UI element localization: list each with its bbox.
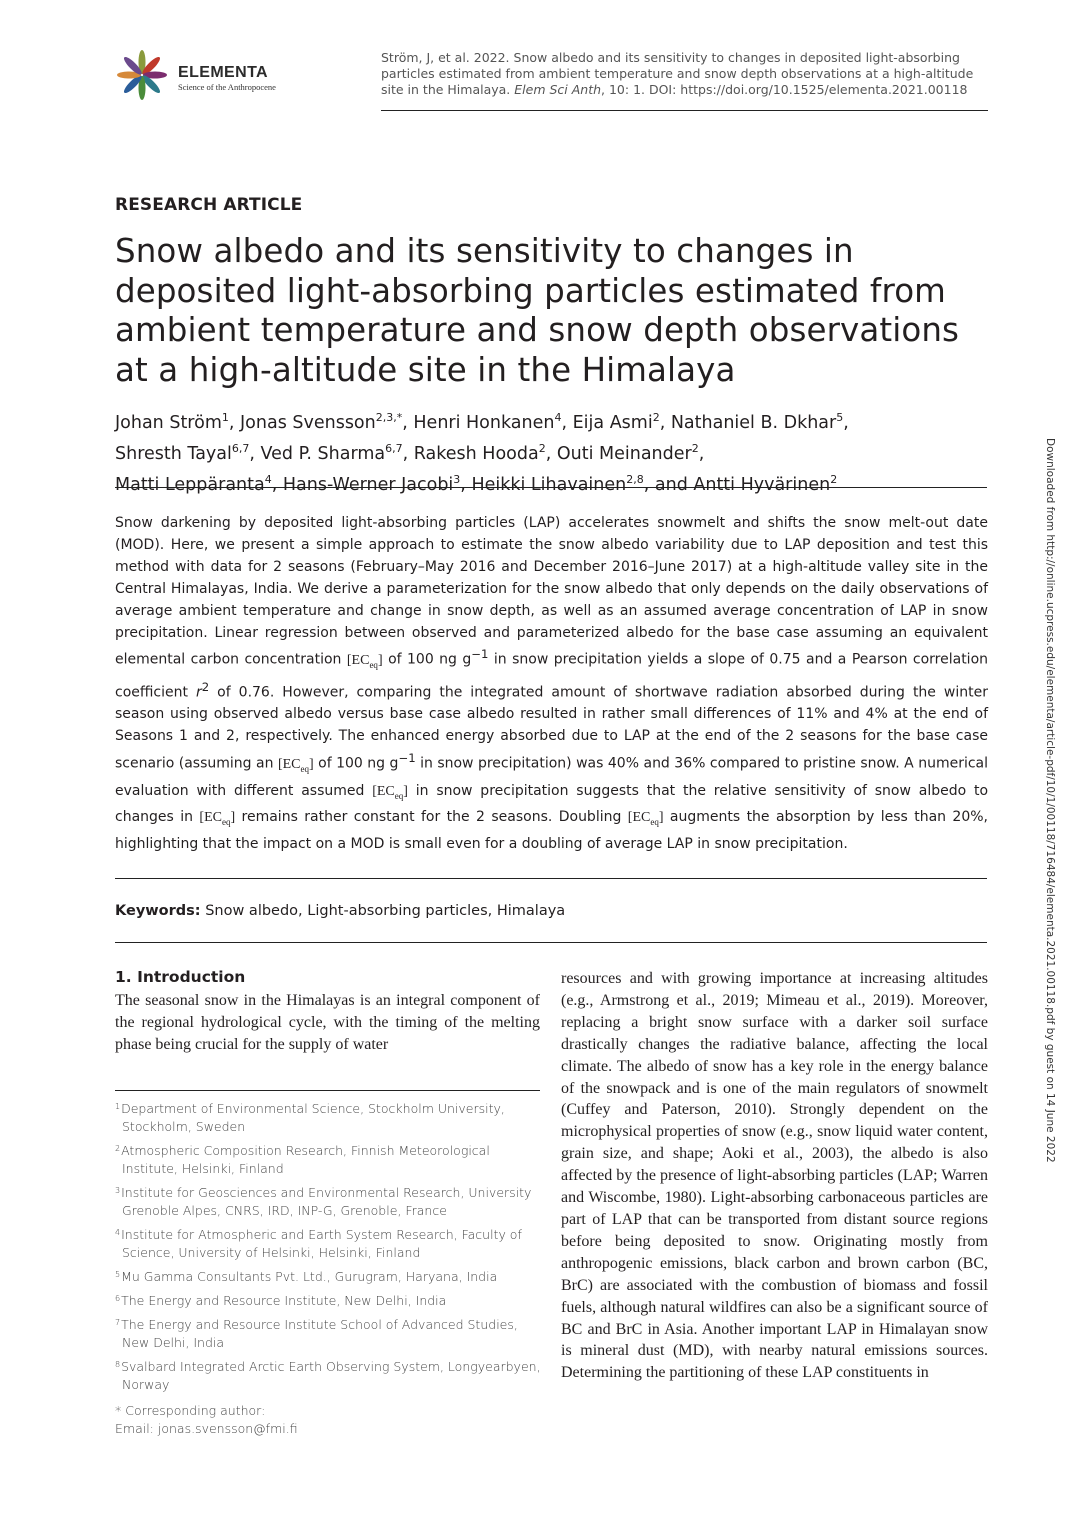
affiliations	[115, 1098, 545, 1438]
r-symbol: r	[195, 684, 202, 701]
author-name: Shresth Tayal	[115, 444, 232, 464]
author-name: Nathaniel B. Dkhar	[670, 413, 837, 433]
ec-eq-symbol: $[EC_{eq}]$	[277, 756, 314, 774]
affiliation-number: 6	[115, 1294, 121, 1303]
section-heading-introduction: 1. Introduction	[115, 968, 246, 986]
keywords-label: Keywords:	[115, 903, 201, 919]
ec-eq-symbol: $[EC_{eq}]$	[346, 653, 383, 670]
author-affiliation: 6,7	[231, 442, 250, 455]
ec-eq-symbol: $[EC_{eq}]$	[372, 783, 408, 801]
download-note-text[interactable]: Downloaded from http://online.ucpress.edu/elementa/article-pdf/10/1/00118/716484/elementa.2021.00118.pdf by guest on 14 June 2022	[1044, 438, 1056, 1163]
author-affiliation: 6,7	[385, 442, 403, 455]
affiliation-item	[115, 1182, 545, 1220]
affiliation-text: Institute for Atmospheric and Earth System Research, Faculty of Science, University of Helsinki, Helsinki, Finland	[121, 1227, 522, 1260]
abstract	[115, 513, 988, 856]
abstract-text: of 100 ng g	[318, 755, 399, 772]
affiliation-number: 4	[115, 1228, 121, 1237]
author-name: Henri Honkanen	[413, 413, 555, 433]
affiliation-item	[115, 1224, 545, 1262]
authors-rule	[115, 487, 987, 488]
affiliation-item	[115, 1140, 545, 1178]
logo-subtitle: Science of the Anthropocene	[178, 82, 276, 92]
affiliation-text: Atmospheric Composition Research, Finnish Meteorological Institute, Helsinki, Finland	[121, 1143, 490, 1176]
affiliation-number: 3	[115, 1186, 121, 1195]
affiliation-item	[115, 1356, 545, 1394]
affiliation-text: Department of Environmental Science, Stockholm University, Stockholm, Sweden	[121, 1101, 505, 1134]
author-affiliation: 2,3,*	[375, 411, 403, 424]
affiliation-item	[115, 1098, 545, 1136]
affiliation-item	[115, 1314, 545, 1352]
abstract-text: of 100 ng g	[388, 652, 472, 669]
author-affiliation: 2	[652, 411, 660, 424]
author-name: Hans-Werner Jacobi	[282, 475, 454, 495]
logo-name: ELEMENTA	[178, 64, 269, 81]
citation-text: Ström, J, et al. 2022. Snow albedo and its sensitivity to changes in deposited light-absorbing particles estimated from ambient temperature and snow depth observations at a high-altitude site in the Himalaya.	[381, 50, 974, 97]
author-affiliation: 3	[453, 473, 461, 486]
author-affiliation: 2	[830, 473, 838, 486]
affiliation-number: 7	[115, 1318, 121, 1327]
abstract-rule	[115, 878, 987, 879]
intro-right-column: resources and with growing importance at increasing altitudes (e.g., Armstrong et al., 2019; Mimeau et al., 2019). Moreover, replacing a bright snow surface with a darker soil surface drastically changes the radiative balance, affecting the local climate. The albedo of snow has a key role in the energy balance of the snowpack and is one of the main regulators of snowmelt (Cuffey and Paterson, 2010). Strongly dependent on the microphysical properties of snow (e.g., snow liquid water content, grain size, and shape; Aoki et al., 2003), the albedo is also affected by the presence of light-absorbing particles (LAP; Warren and Wiscombe, 1980). Light-absorbing carbonaceous particles are part of LAP that can be transported from distant source regions before being deposited to snow. Originating mostly from anthropogenic emissions, black carbon and brown carbon (BC, BrC) are associated with the combustion of biomass and fossil fuels, although natural wildfires can also be a significant source of BC and BrC in Asia. Another important LAP in Himalayan snow is mineral dust (MD), with nearby natural emissions sources. Determining the partitioning of these LAP constituents in	[561, 970, 988, 1382]
elementa-star-icon	[112, 50, 172, 100]
affiliation-item	[115, 1290, 545, 1310]
abstract-text: in snow precipitation) was 40% and 36% compared to pristine snow. A numerical evaluation with different assumed	[115, 755, 989, 799]
article-type: RESEARCH ARTICLE	[115, 195, 303, 215]
author-name: Johan Ström	[115, 413, 222, 433]
abstract-text: Snow darkening by deposited light-absorbing particles (LAP) accelerates snowmelt and shifts the snow melt-out date (MOD). Here, we present a simple approach to estimate the snow albedo variability due to LAP deposition and test this method with data for 2 seasons (February–May 2016 and December 2016–June 2017) at a high-altitude valley site in the Central Himalayas, India. We derive a parameterization for the snow albedo that only depends on the daily observations of average ambient temperature and change in snow depth, as well as an assumed average concentration of LAP in snow precipitation. Linear regression between observed and parameterized albedo for the base case assuming an equivalent elemental carbon concentration	[115, 515, 988, 669]
author-affiliation: 5	[836, 411, 844, 424]
affiliation-number: 8	[115, 1360, 121, 1369]
keywords	[115, 903, 565, 919]
author-affiliation: 2	[691, 442, 699, 455]
footnote-rule	[115, 1090, 540, 1091]
affiliation-text: Institute for Geosciences and Environmental Research, University Grenoble Alpes, CNRS, IRD, INP-G, Grenoble, France	[121, 1185, 532, 1218]
keywords-text: Snow albedo, Light-absorbing particles, Himalaya	[200, 903, 566, 919]
abstract-text: in snow precipitation suggests that the relative sensitivity of snow albedo to changes in	[115, 782, 989, 826]
affiliation-text: Mu Gamma Consultants Pvt. Ltd., Gurugram, Haryana, India	[121, 1269, 498, 1284]
ec-eq-symbol: $[EC_{eq}]$	[199, 810, 236, 828]
abstract-text: augments the absorption by less than 20%, highlighting that the impact on a MOD is small even for a doubling of average LAP in snow precipitation.	[115, 809, 988, 852]
abstract-text: remains rather constant for the 2 seasons. Doubling	[241, 809, 622, 826]
affiliation-text: The Energy and Resource Institute School of Advanced Studies, New Delhi, India	[121, 1317, 518, 1350]
author-affiliation: 2	[538, 442, 546, 455]
affiliation-item	[115, 1266, 545, 1286]
author-list: Johan Ström$^1$, Jonas Svensson$^{2,3,*}$, Henri Honkanen$^4$, Eija Asmi$^2$, Nathaniel B. Dkhar$^5$, Shresth Tayal$^{6,7}$, Ved P. Sharma$^{6,7}$, Rakesh Hooda$^2$, Outi Meinander$^2$, Matti Leppäranta$^4$, Hans-Werner Jacobi$^3$, Heikki Lihavainen$^{2,8}$, and Antti Hyvärinen$^2$	[115, 411, 849, 495]
affiliation-number: 1	[115, 1102, 121, 1111]
corresponding-email[interactable]: Email: jonas.svensson@fmi.fi	[115, 1421, 298, 1436]
download-note	[1042, 438, 1060, 1408]
intro-left-column: The seasonal snow in the Himalayas is an integral component of the regional hydrological cycle, with the timing of the melting phase being crucial for the supply of water	[115, 992, 540, 1053]
header-rule	[381, 110, 988, 111]
author-name: Matti Leppäranta	[115, 475, 265, 495]
author-name: Rakesh Hooda	[413, 444, 539, 464]
corresponding-label: * Corresponding author:	[115, 1403, 266, 1418]
abstract-text: in snow precipitation yields a slope of 0.75 and a Pearson correlation coefficient	[115, 652, 989, 701]
ec-eq-symbol: $[EC_{eq}]$	[627, 810, 664, 828]
affiliation-text: Svalbard Integrated Arctic Earth Observing System, Longyearbyen, Norway	[121, 1359, 541, 1392]
affiliation-number: 5	[115, 1270, 121, 1279]
author-name: Outi Meinander	[556, 444, 692, 464]
corresponding-author	[115, 1402, 545, 1438]
article-title: Snow albedo and its sensitivity to changes in deposited light-absorbing particles estimated from ambient temperature and snow depth observations at a high-altitude site in the Himalaya	[115, 232, 960, 389]
author-name: Antti Hyvärinen	[693, 475, 831, 495]
affiliation-number: 2	[115, 1144, 121, 1153]
journal-logo	[112, 50, 312, 100]
author-affiliation: 4	[264, 473, 272, 486]
author-name: Heikki Lihavainen	[471, 475, 627, 495]
citation	[381, 50, 991, 98]
author-affiliation: 1	[221, 411, 229, 424]
unit-exponent: −1	[398, 751, 416, 766]
r-exponent: 2	[201, 679, 210, 694]
unit-exponent: −1	[471, 647, 489, 662]
affiliation-text: The Energy and Resource Institute, New Delhi, India	[121, 1293, 447, 1308]
author-affiliation: 2,8	[626, 473, 644, 486]
citation-journal: Elem Sci Anth	[514, 82, 602, 97]
citation-volume: , 10: 1. DOI: https://doi.org/10.1525/elementa.2021.00118	[601, 82, 968, 97]
author-name: Ved P. Sharma	[260, 444, 386, 464]
author-name: Eija Asmi	[572, 413, 653, 433]
abstract-text: of 0.76. However, comparing the integrated amount of shortwave radiation absorbed during the winter season using observed albedo versus base case albedo resulted in rather small differences of 11% and 4% at the end of Seasons 1 and 2, respectively. The enhanced energy absorbed due to LAP at the end of the 2 seasons for the base case scenario (assuming an	[115, 684, 988, 772]
keywords-rule	[115, 942, 987, 943]
author-name: Jonas Svensson	[240, 413, 376, 433]
author-affiliation: 4	[554, 411, 562, 424]
